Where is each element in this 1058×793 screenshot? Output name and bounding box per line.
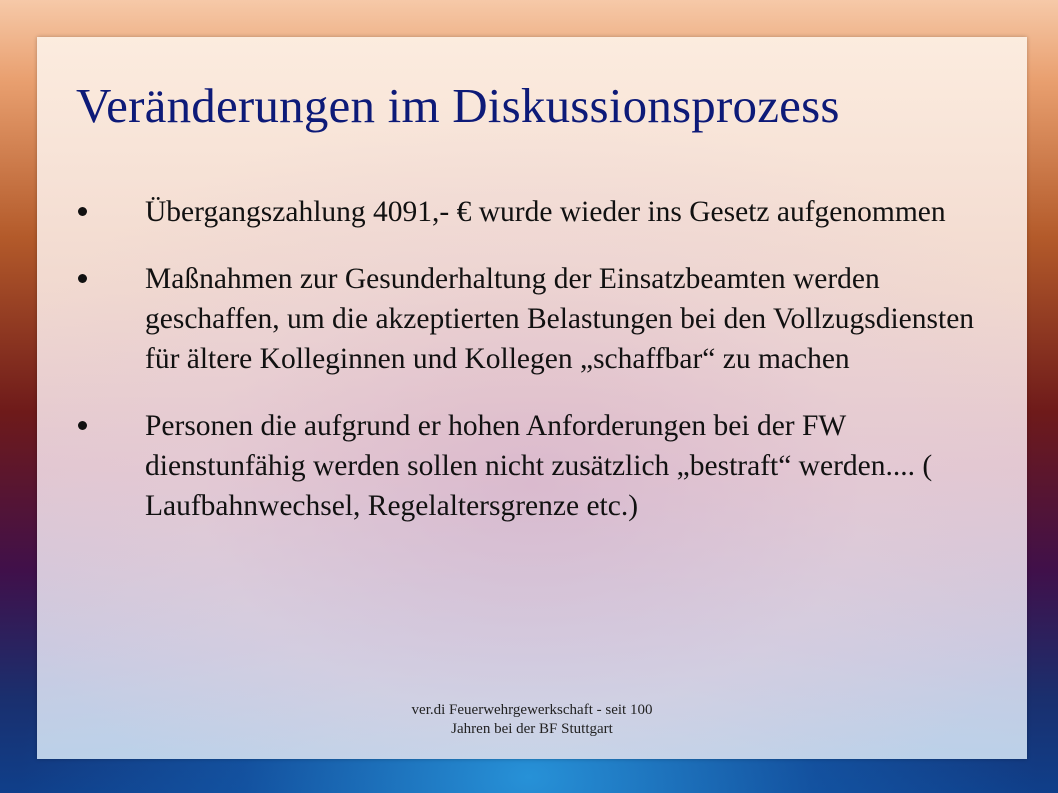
bullet-list	[37, 192, 1027, 553]
slide-title: Veränderungen im Diskussionsprozess	[76, 78, 840, 133]
slide-footer	[337, 701, 727, 739]
footer-line-2: Jahren bei der BF Stuttgart	[451, 721, 613, 737]
list-item	[37, 406, 1027, 526]
footer-line-1: ver.di Feuerwehrgewerkschaft - seit 100	[411, 702, 653, 718]
bullet-text: Übergangszahlung 4091,- € wurde wieder ins Gesetz aufgenommen	[145, 196, 946, 228]
slide-panel	[37, 37, 1027, 759]
bullet-dot-icon	[78, 274, 87, 283]
bullet-text: Maßnahmen zur Gesunderhaltung der Einsatzbeamten werden geschaffen, um die akzeptierten Belastungen bei den Vollzugsdiensten für ältere Kolleginnen und Kollegen „schaffbar“ zu machen	[145, 263, 975, 375]
bullet-text: Personen die aufgrund er hohen Anforderungen bei der FW dienstunfähig werden sollen nicht zusätzlich „bestraft“ werden.... ( Laufbahnwechsel, Regelaltersgrenze etc.)	[145, 410, 933, 522]
list-item	[37, 192, 1027, 232]
bullet-dot-icon	[78, 421, 87, 430]
list-item	[37, 259, 1027, 379]
bullet-dot-icon	[78, 207, 87, 216]
